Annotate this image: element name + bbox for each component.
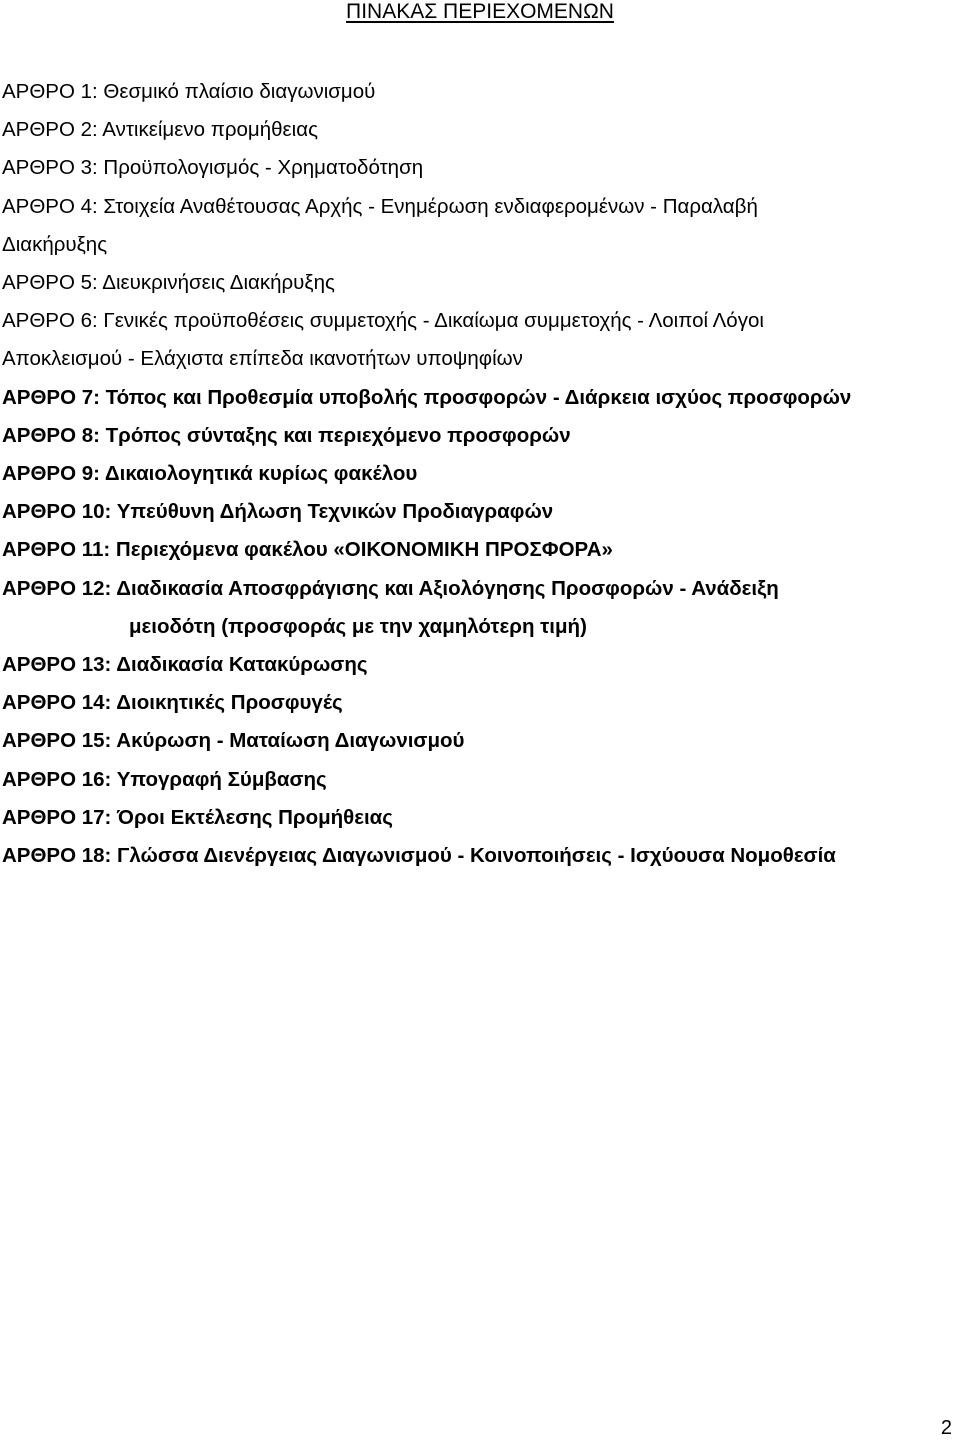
toc-entry-text: ΑΡΘΡΟ 5: Διευκρινήσεις Διακήρυξης [2, 271, 335, 295]
toc-entry-text: ΑΡΘΡΟ 8: Τρόπος σύνταξης και περιεχόμενο προσφορών [2, 423, 571, 447]
toc-entry-text: ΑΡΘΡΟ 17: Όροι Εκτέλεσης Προμήθειας [2, 805, 393, 829]
toc-entry-article-14[interactable] [2, 684, 952, 722]
toc-entry-article-17[interactable] [2, 799, 952, 837]
toc-entry-article-12[interactable] [2, 570, 952, 646]
toc-entry-article-1[interactable] [2, 73, 952, 111]
toc-entry-article-8[interactable] [2, 417, 952, 455]
toc-entry-article-7[interactable] [2, 379, 952, 417]
toc-entry-text: ΑΡΘΡΟ 18: Γλώσσα Διενέργειας Διαγωνισμού - Κοινοποιήσεις - Ισχύουσα Νομοθεσία [2, 844, 836, 868]
toc-entry-text: ΑΡΘΡΟ 14: Διοικητικές Προσφυγές [2, 691, 343, 715]
toc-entry-article-6[interactable] [2, 302, 952, 378]
toc-entry-text-continued: Διακήρυξης [2, 232, 108, 256]
table-of-contents [2, 73, 952, 875]
toc-entry-text: ΑΡΘΡΟ 3: Προϋπολογισμός - Χρηματοδότηση [2, 156, 424, 180]
toc-entry-text: ΑΡΘΡΟ 1: Θεσμικό πλαίσιο διαγωνισμού [2, 80, 376, 103]
toc-entry-text: ΑΡΘΡΟ 2: Αντικείμενο προμήθειας [2, 118, 318, 142]
toc-entry-article-3[interactable] [2, 149, 952, 187]
toc-entry-text: ΑΡΘΡΟ 7: Τόπος και Προθεσμία υποβολής προσφορών - Διάρκεια ισχύος προσφορών [2, 385, 852, 409]
toc-entry-article-5[interactable] [2, 264, 952, 302]
toc-entry-text: ΑΡΘΡΟ 15: Ακύρωση - Ματαίωση Διαγωνισμού [2, 729, 465, 753]
toc-entry-article-16[interactable] [2, 761, 952, 799]
toc-entry-article-4[interactable] [2, 188, 952, 264]
toc-entry-article-10[interactable] [2, 493, 952, 531]
toc-entry-text: ΑΡΘΡΟ 13: Διαδικασία Κατακύρωσης [2, 653, 368, 677]
toc-entry-text: ΑΡΘΡΟ 4: Στοιχεία Αναθέτουσας Αρχής - Ενημέρωση ενδιαφερομένων - Παραλαβή [2, 194, 758, 218]
page-number: 2 [940, 1417, 952, 1439]
toc-entry-text: ΑΡΘΡΟ 6: Γενικές προϋποθέσεις συμμετοχής - Δικαίωμα συμμετοχής - Λοιποί Λόγοι [2, 309, 764, 333]
toc-entry-text: ΑΡΘΡΟ 16: Υπογραφή Σύμβασης [2, 767, 327, 791]
toc-entry-article-2[interactable] [2, 111, 952, 149]
document-title: ΠΙΝΑΚΑΣ ΠΕΡΙΕΧΟΜΕΝΩΝ [346, 0, 614, 23]
toc-entry-text-continued: μειοδότη (προσφοράς με την χαμηλότερη τιμή) [129, 614, 587, 638]
toc-entry-text: ΑΡΘΡΟ 9: Δικαιολογητικά κυρίως φακέλου [2, 462, 418, 486]
toc-entry-text-continued: Αποκλεισμού - Ελάχιστα επίπεδα ικανοτήτων υποψηφίων [2, 347, 523, 371]
toc-entry-text: ΑΡΘΡΟ 10: Υπεύθυνη Δήλωση Τεχνικών Προδιαγραφών [2, 500, 554, 524]
toc-entry-article-9[interactable] [2, 455, 952, 493]
toc-entry-article-15[interactable] [2, 722, 952, 760]
toc-entry-text: ΑΡΘΡΟ 12: Διαδικασία Αποσφράγισης και Αξιολόγησης Προσφορών - Ανάδειξη [2, 576, 779, 600]
toc-entry-text: ΑΡΘΡΟ 11: Περιεχόμενα φακέλου «ΟΙΚΟΝΟΜΙΚΗ ΠΡΟΣΦΟΡΑ» [2, 538, 613, 562]
toc-entry-article-18[interactable] [2, 837, 952, 875]
toc-entry-article-13[interactable] [2, 646, 952, 684]
toc-entry-article-11[interactable] [2, 531, 952, 569]
